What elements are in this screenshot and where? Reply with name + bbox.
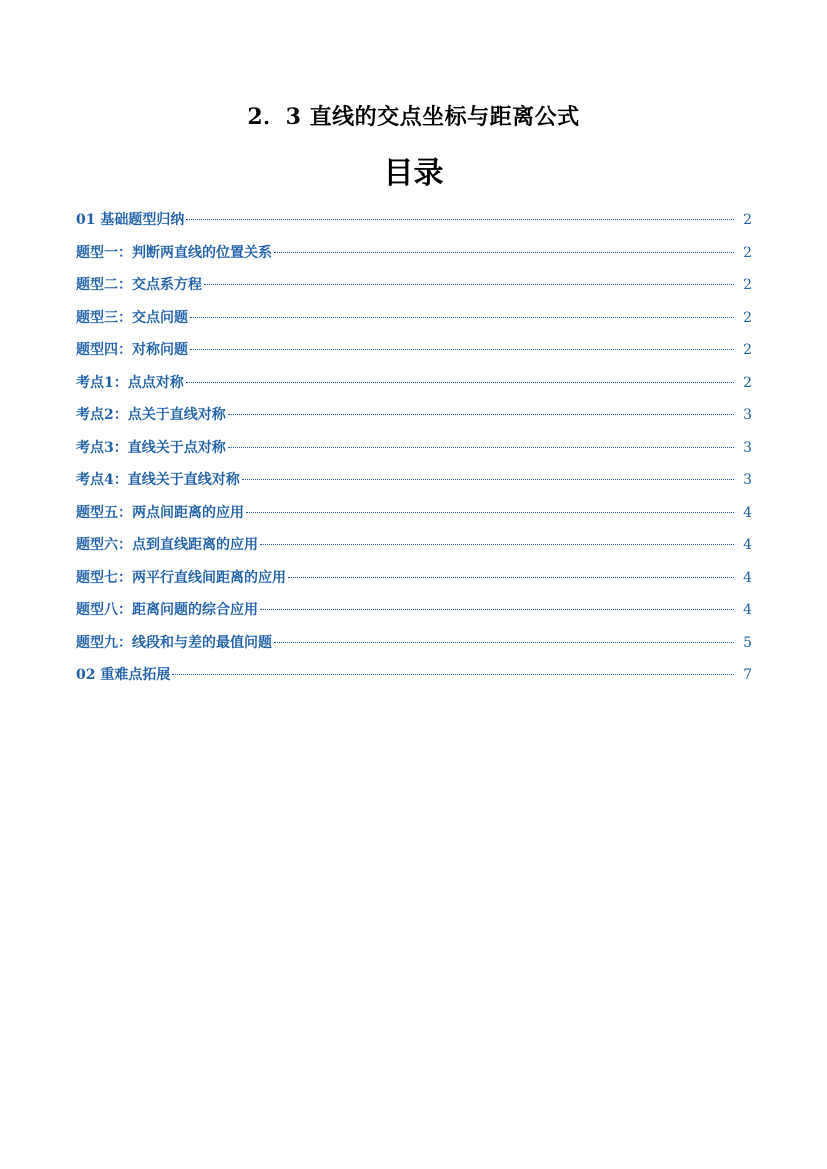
toc-heading: 目录 xyxy=(383,156,444,191)
toc-dot-leader xyxy=(204,284,734,285)
toc-page-number: 2 xyxy=(743,212,752,228)
toc-dot-leader xyxy=(186,219,734,220)
toc-page-number: 3 xyxy=(743,439,752,456)
toc-dot-leader xyxy=(274,642,734,643)
toc-dot-leader xyxy=(274,252,734,253)
toc-entry-type-3[interactable] xyxy=(76,305,752,338)
toc-entry-type-6[interactable] xyxy=(76,532,752,565)
document-title: 2．3 直线的交点坐标与距离公式 xyxy=(247,104,580,130)
toc-page-number: 2 xyxy=(743,277,752,293)
toc-entry-label: 考点2：点关于直线对称 xyxy=(76,407,226,423)
toc-entry-label: 题型四：对称问题 xyxy=(76,342,188,358)
toc-entry-type-4[interactable] xyxy=(76,337,752,370)
toc-dot-leader xyxy=(260,544,734,545)
toc-dot-leader xyxy=(172,674,734,675)
toc-dot-leader xyxy=(228,447,734,448)
toc-entry-label: 题型七：两平行直线间距离的应用 xyxy=(76,569,286,586)
toc-entry-basic-types[interactable] xyxy=(76,207,752,240)
toc-entry-label: 考点1：点点对称 xyxy=(76,374,184,391)
toc-page-number: 3 xyxy=(743,407,752,423)
toc-entry-label: 02 重难点拓展 xyxy=(76,667,171,683)
toc-entry-label: 题型一：判断两直线的位置关系 xyxy=(76,244,272,261)
toc-entry-point-1[interactable] xyxy=(76,370,752,403)
toc-entry-point-3[interactable] xyxy=(76,435,752,468)
toc-entry-label: 考点4：直线关于直线对称 xyxy=(76,472,240,488)
toc-entry-type-9[interactable] xyxy=(76,630,752,663)
toc-entry-type-7[interactable] xyxy=(76,565,752,598)
toc-entry-label: 题型五：两点间距离的应用 xyxy=(76,504,244,521)
toc-dot-leader xyxy=(190,349,734,350)
toc-entry-type-8[interactable] xyxy=(76,597,752,630)
toc-page-number: 3 xyxy=(743,472,752,488)
toc-dot-leader xyxy=(288,577,734,578)
toc-entry-label: 题型九：线段和与差的最值问题 xyxy=(76,634,272,651)
toc-page-number: 2 xyxy=(743,309,752,326)
toc-page-number: 4 xyxy=(743,602,752,618)
toc-dot-leader xyxy=(242,479,734,480)
toc-page-number: 4 xyxy=(743,504,752,521)
toc-entry-label: 题型三：交点问题 xyxy=(76,309,188,326)
toc-page-number: 2 xyxy=(743,244,752,261)
toc-entry-label: 题型六：点到直线距离的应用 xyxy=(76,537,258,553)
toc-entry-type-5[interactable] xyxy=(76,500,752,533)
toc-entry-label: 考点3：直线关于点对称 xyxy=(76,439,226,456)
toc-dot-leader xyxy=(260,609,734,610)
toc-entry-point-4[interactable] xyxy=(76,467,752,500)
toc-page-number: 7 xyxy=(743,667,752,683)
toc-page-number: 2 xyxy=(743,342,752,358)
toc-dot-leader xyxy=(228,414,734,415)
toc-entry-label: 01 基础题型归纳 xyxy=(76,212,185,228)
toc-dot-leader xyxy=(186,382,734,383)
toc-entry-type-1[interactable] xyxy=(76,240,752,273)
toc-entry-point-2[interactable] xyxy=(76,402,752,435)
toc-dot-leader xyxy=(246,512,734,513)
toc-page-number: 4 xyxy=(743,537,752,553)
toc-page-number: 5 xyxy=(743,634,752,651)
toc-entry-advanced[interactable] xyxy=(76,662,752,695)
toc-entry-label: 题型二：交点系方程 xyxy=(76,277,202,293)
toc-entry-label: 题型八：距离问题的综合应用 xyxy=(76,602,258,618)
toc-page-number: 4 xyxy=(743,569,752,586)
table-of-contents xyxy=(76,207,752,695)
toc-entry-type-2[interactable] xyxy=(76,272,752,305)
toc-dot-leader xyxy=(190,317,734,318)
toc-page-number: 2 xyxy=(743,374,752,391)
